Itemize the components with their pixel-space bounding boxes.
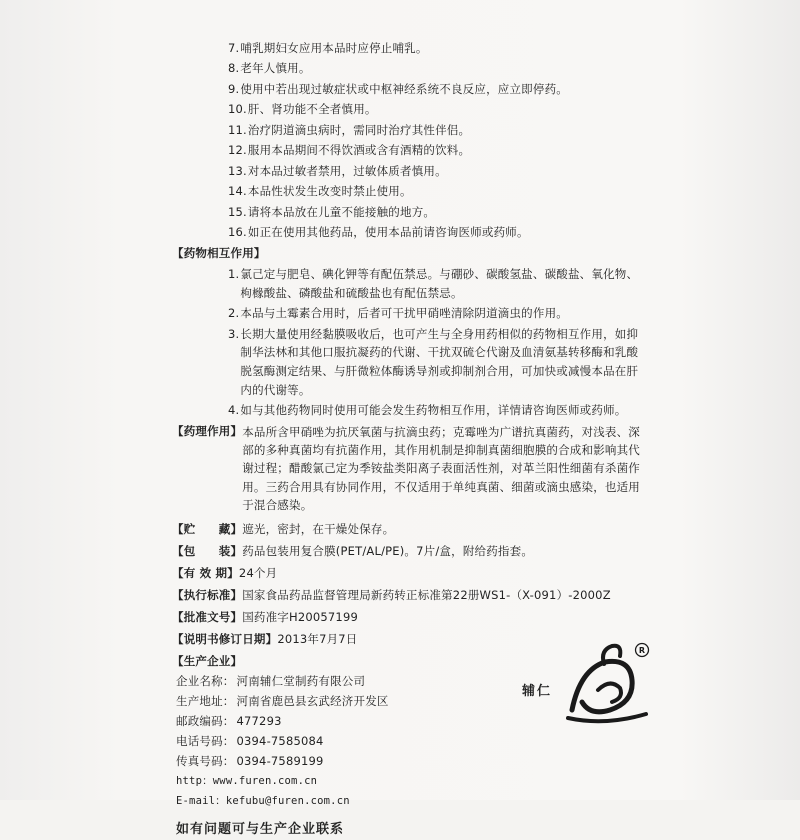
interaction-item — [228, 265, 642, 302]
interaction-text: 本品与土霉素合用时，后者可干扰甲硝唑清除阴道滴虫的作用。 — [240, 306, 568, 321]
manufacturer-label: 传真号码： — [176, 753, 235, 768]
validity-label: 【有 效 期】 — [172, 565, 239, 580]
precaution-number: 7. — [228, 40, 240, 55]
manufacturer-label: 电话号码： — [176, 733, 235, 748]
pharmacology-section — [172, 422, 642, 514]
revision-value: 2013年7月7日 — [277, 631, 358, 646]
footer-note: 如有问题可与生产企业联系 — [176, 822, 345, 838]
precaution-number: 12. — [228, 143, 247, 158]
manufacturer-heading: 【生产企业】 — [172, 654, 243, 669]
precaution-text: 请将本品放在儿童不能接触的地方。 — [247, 204, 436, 219]
precaution-text: 治疗阴道滴虫病时，需同时治疗其性伴侣。 — [247, 122, 471, 137]
precaution-number: 13. — [228, 163, 247, 178]
package-row — [172, 540, 642, 562]
manufacturer-value: 477293 — [236, 713, 282, 728]
precaution-item — [172, 182, 642, 203]
pharmacology-text: 本品所含甲硝唑为抗厌氧菌与抗滴虫药；克霉唑为广谱抗真菌药，对浅表、深部的多种真菌均有抗菌作用，其作用机制是抑制真菌细胞膜的合成和影响其代谢过程；醋酸氯己定为季铵盐类阳离子表面活性剂，对革兰阳性细菌有杀菌作用。三药合用具有协同作用，不仅适用于单纯真菌、细菌或滴虫感染，也适用于混合感染。 — [242, 424, 640, 512]
precaution-item — [172, 100, 642, 121]
precaution-text: 本品性状发生改变时禁止使用。 — [247, 184, 412, 199]
approval-value: 国药准字H20057199 — [242, 609, 358, 624]
manufacturer-label: 生产地址： — [176, 693, 235, 708]
brand-name: 辅仁 — [522, 684, 553, 699]
precaution-number: 15. — [228, 204, 247, 219]
interaction-number: 1. — [228, 267, 240, 281]
storage-row — [172, 518, 642, 540]
interaction-number: 3. — [228, 326, 240, 341]
precaution-item — [172, 120, 642, 141]
standard-value: 国家食品药品监督管理局新药转正标准第22册WS1-（X-091）-2000Z — [242, 587, 611, 602]
interaction-text: 长期大量使用经黏膜吸收后，也可产生与全身用药相似的药物相互作用，如抑制华法林和其他口服抗凝药的代谢、干扰双硫仑代谢及血清氨基转移酶和乳酸脱氢酶测定结果、与肝微粒体酶诱导剂或抑制剂合用，可加快或减慢本品在肝内的代谢等。 — [240, 326, 639, 397]
manufacturer-value: 0394-7589199 — [236, 753, 324, 768]
manufacturer-label: 企业名称： — [176, 673, 235, 688]
precaution-number: 8. — [228, 61, 240, 76]
precaution-number: 11. — [228, 122, 247, 137]
interaction-item — [228, 401, 642, 420]
precaution-text: 老年人慎用。 — [240, 61, 311, 76]
interaction-item — [228, 304, 642, 323]
storage-value: 遮光，密封，在干燥处保存。 — [242, 521, 395, 536]
website-link[interactable]: http：www.furen.com.cn — [176, 774, 318, 787]
manufacturer-row — [172, 731, 642, 751]
precaution-item — [172, 38, 642, 59]
precaution-item — [172, 141, 642, 162]
approval-label: 【批准文号】 — [172, 609, 243, 624]
email-link[interactable]: E-mail：kefubu@furen.com.cn — [176, 794, 350, 807]
interaction-text: 如与其他药物同时使用可能会发生药物相互作用，详情请咨询医师或药师。 — [240, 403, 627, 418]
manufacturer-label: 邮政编码： — [176, 713, 235, 728]
package-value: 药品包装用复合膜(PET/AL/PE)。7片/盒，附给药指套。 — [242, 543, 534, 558]
interaction-item — [228, 325, 642, 399]
precaution-item — [172, 161, 642, 182]
standard-label: 【执行标准】 — [172, 587, 243, 602]
precaution-number: 16. — [228, 225, 247, 240]
svg-text:R: R — [638, 646, 646, 655]
precaution-number: 14. — [228, 184, 247, 199]
interactions-heading: 【药物相互作用】 — [172, 246, 266, 261]
standard-row — [172, 584, 642, 606]
precautions-list — [172, 38, 642, 243]
furen-logo-icon — [560, 640, 650, 730]
package-label: 【包 装】 — [172, 543, 243, 558]
interaction-text: 氯己定与肥皂、碘化钾等有配伍禁忌。与硼砂、碳酸氢盐、碳酸盐、氧化物、枸橼酸盐、磷酸盐和硫酸盐也有配伍禁忌。 — [240, 267, 639, 300]
precaution-number: 10. — [228, 102, 247, 117]
precaution-text: 哺乳期妇女应用本品时应停止哺乳。 — [240, 40, 428, 55]
precaution-text: 使用中若出现过敏症状或中枢神经系统不良反应，应立即停药。 — [240, 81, 568, 96]
interaction-number: 2. — [228, 306, 240, 321]
interactions-list — [172, 265, 642, 420]
storage-label: 【贮 藏】 — [172, 521, 243, 536]
precaution-text: 肝、肾功能不全者慎用。 — [247, 102, 377, 117]
precaution-item — [172, 59, 642, 80]
manufacturer-value: 河南省鹿邑县玄武经济开发区 — [236, 693, 389, 708]
precaution-item — [172, 79, 642, 100]
manufacturer-value: 河南辅仁堂制药有限公司 — [236, 673, 366, 688]
validity-row — [172, 562, 642, 584]
precaution-item — [172, 202, 642, 223]
manufacturer-row — [172, 751, 642, 771]
precaution-item — [172, 223, 642, 244]
precaution-text: 对本品过敏者禁用，过敏体质者慎用。 — [247, 163, 447, 178]
revision-label: 【说明书修订日期】 — [172, 631, 278, 646]
interaction-number: 4. — [228, 403, 240, 418]
precaution-number: 9. — [228, 81, 240, 96]
precaution-text: 如正在使用其他药品，使用本品前请咨询医师或药师。 — [247, 225, 529, 240]
pharmacology-label: 【药理作用】 — [172, 423, 243, 438]
approval-row — [172, 606, 642, 628]
validity-value: 24个月 — [238, 565, 278, 580]
manufacturer-value: 0394-7585084 — [236, 733, 324, 748]
precaution-text: 服用本品期间不得饮酒或含有酒精的饮料。 — [247, 143, 471, 158]
